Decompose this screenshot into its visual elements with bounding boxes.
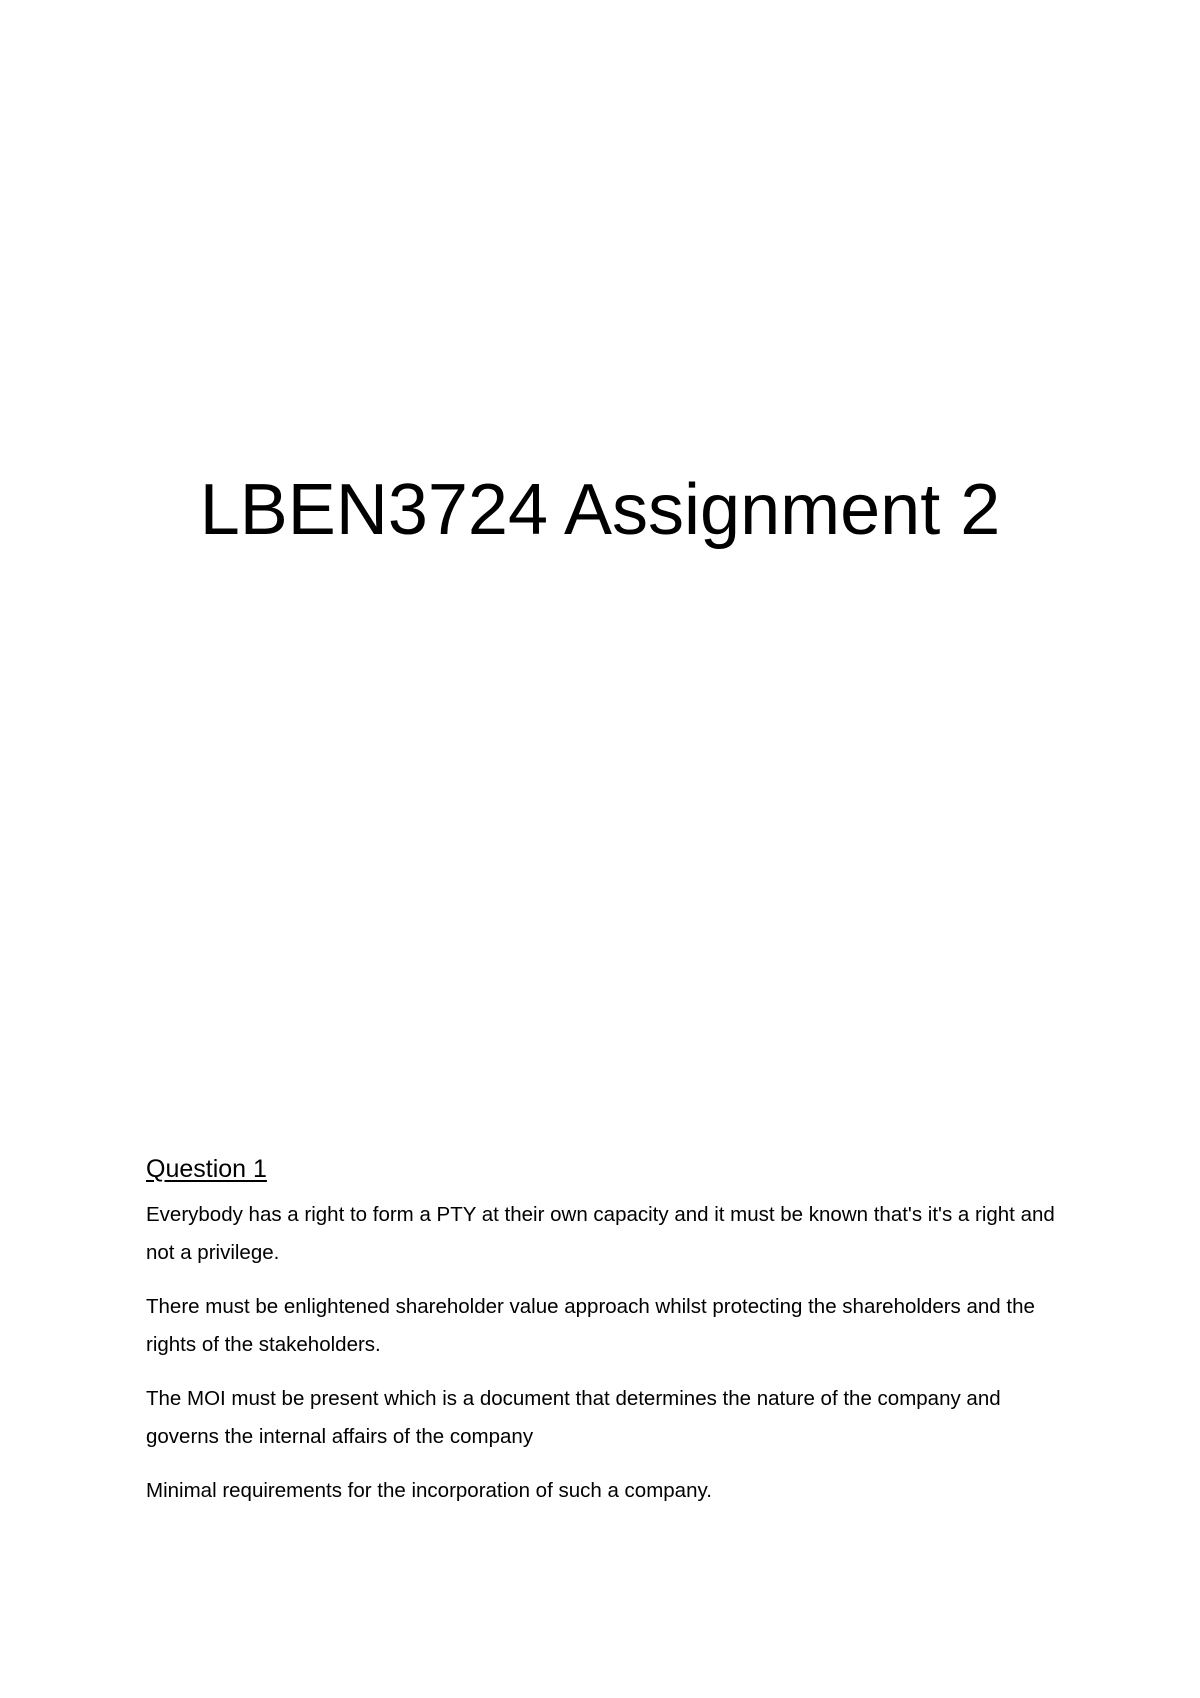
question-section [146, 1152, 1066, 1526]
answer-paragraph: There must be enlightened shareholder value approach whilst protecting the shareholders and the rights of the stakeholders. [146, 1295, 1035, 1356]
question-heading: Question 1 [146, 1155, 267, 1183]
answer-paragraph: The MOI must be present which is a document that determines the nature of the company and governs the internal affairs of the company [146, 1387, 1001, 1448]
answer-paragraph: Minimal requirements for the incorporation of such a company. [146, 1479, 712, 1502]
answer-paragraph: Everybody has a right to form a PTY at their own capacity and it must be known that's it's a right and not a privilege. [146, 1203, 1055, 1264]
document-title: LBEN3724 Assignment 2 [199, 470, 1001, 550]
